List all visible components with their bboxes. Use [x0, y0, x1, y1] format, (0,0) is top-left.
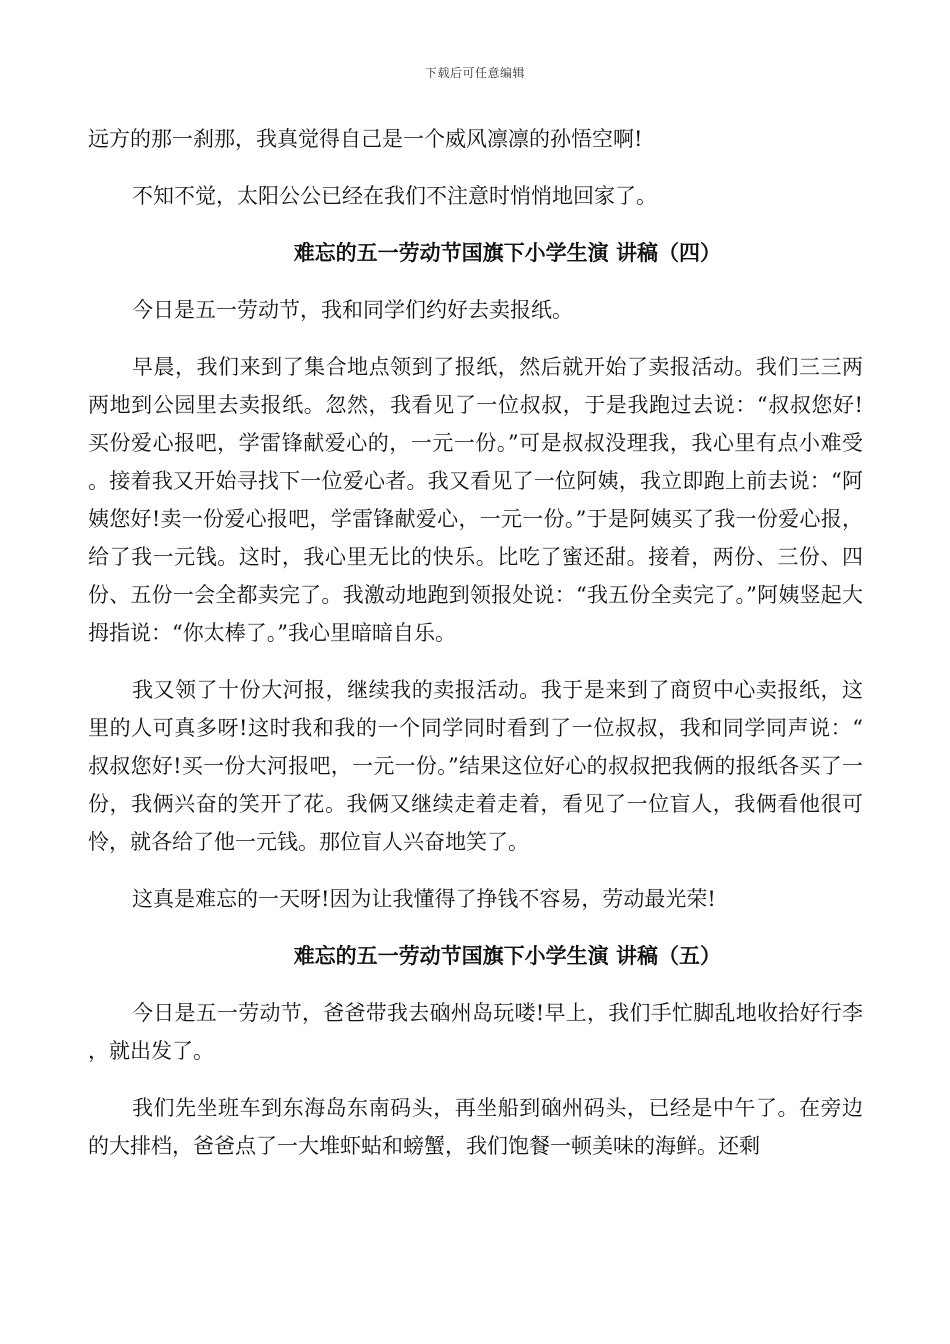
paragraph-8: 我们先坐班车到东海岛东南码头，再坐船到硇州码头，已经是中午了。在旁边的大排档，爸爸点了一大堆虾蛄和螃蟹，我们饱餐一顿美味的海鲜。还剩 [88, 1096, 863, 1158]
section-heading-4 [88, 234, 863, 272]
paragraph-5: 我又领了十份大河报，继续我的卖报活动。我于是来到了商贸中心卖报纸，这里的人可真多呀!这时我和我的一个同学同时看到了一位叔叔，我和同学同声说：“叔叔您好!买一份大河报吧，一元一份。”结果这位好心的叔叔把我俩的报纸各买了一份，我俩兴奋的笑开了花。我俩又继续走着走着，看见了一位盲人，我俩看他很可怜，就各给了他一元钱。那位盲人兴奋地笑了。 [88, 678, 863, 854]
paragraph-6: 这真是难忘的一天呀!因为让我懂得了挣钱不容易，劳动最光荣! [132, 887, 716, 911]
paragraph-4: 早晨，我们来到了集合地点领到了报纸，然后就开始了卖报活动。我们三三两两地到公园里去卖报纸。忽然，我看见了一位叔叔，于是我跑过去说：“叔叔您好!买份爱心报吧，学雷锋献爱心的，一元一份。”可是叔叔没理我，我心里有点小难受。接着我又开始寻找下一位爱心者。我又看见了一位阿姨，我立即跑上前去说：“阿姨您好!卖一份爱心报吧，学雷锋献爱心，一元一份。”于是阿姨买了我一份爱心报，给了我一元钱。这时，我心里无比的快乐。比吃了蜜还甜。接着，两份、三份、四份、五份一会全都卖完了。我激动地跑到领报处说：“我五份全卖完了。”阿姨竖起大拇指说：“你太棒了。”我心里暗暗自乐。 [88, 355, 863, 645]
paragraph-2: 不知不觉，太阳公公已经在我们不注意时悄悄地回家了。 [132, 184, 657, 208]
section-heading-4-text: 难忘的五一劳动节国旗下小学生演 讲稿（四） [293, 241, 721, 265]
section-heading-5-text: 难忘的五一劳动节国旗下小学生演 讲稿（五） [293, 944, 721, 968]
paragraph-1: 远方的那一刹那，我真觉得自己是一个威风凛凛的孙悟空啊! [88, 127, 643, 151]
paragraph-7: 今日是五一劳动节，爸爸带我去硇州岛玩喽!早上，我们手忙脚乱地收拾好行李，就出发了。 [88, 1001, 863, 1063]
page-header: 下载后可任意编辑 [424, 66, 525, 80]
paragraph-3: 今日是五一劳动节，我和同学们约好去卖报纸。 [132, 298, 573, 322]
section-heading-5 [88, 937, 863, 975]
document-body [88, 120, 863, 1184]
